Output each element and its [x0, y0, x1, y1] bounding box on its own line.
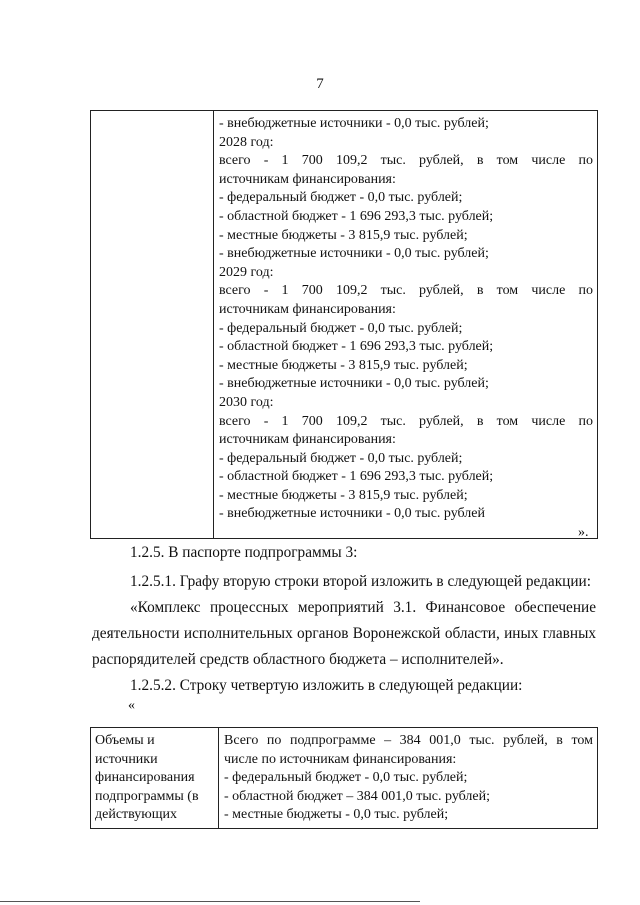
text-line: - федеральный бюджет - 0,0 тыс. рублей; [219, 450, 463, 466]
table-row [91, 111, 598, 539]
financing-table-continued [90, 110, 598, 539]
closing-quote: ». [578, 525, 589, 540]
page-bottom-divider [0, 901, 420, 902]
text-line: - федеральный бюджет - 0,0 тыс. рублей; [224, 770, 468, 786]
text-line: - областной бюджет - 1 696 293,3 тыс. рублей; [219, 339, 494, 355]
text-line: - областной бюджет – 384 001,0 тыс. рублей; [224, 788, 490, 804]
paragraph-quoted-text: «Комплекс процессных мероприятий 3.1. Финансовое обеспечение деятельности исполнительных органов Воронежской области, иных главных распорядителей средств областного бюджета – исполнителей». [92, 599, 596, 668]
text-line: всего - 1 700 109,2 тыс. рублей, в том числе по [219, 153, 593, 169]
text-line: - местные бюджеты - 3 815,9 тыс. рублей; [219, 227, 468, 243]
table-cell-row-title [91, 728, 219, 829]
table-cell-left-empty [91, 111, 214, 539]
text-line: действующих [95, 807, 178, 823]
text-line: Всего по подпрограмме – 384 001,0 тыс. рублей, в том [224, 733, 593, 748]
text-line: источникам финансирования: [219, 301, 396, 317]
text-line: - местные бюджеты - 3 815,9 тыс. рублей; [219, 357, 468, 373]
text-line: - областной бюджет - 1 696 293,3 тыс. рублей; [219, 469, 494, 485]
text-line: всего - 1 700 109,2 тыс. рублей, в том числе по [219, 413, 593, 429]
table-row [91, 728, 598, 829]
subprogram-financing-table [90, 727, 598, 829]
paragraph-1-2-5-2: 1.2.5.2. Строку четвертую изложить в следующей редакции: [130, 677, 523, 694]
year-heading: 2030 год: [219, 394, 274, 410]
paragraph-1-2-5-1: 1.2.5.1. Графу вторую строки второй изложить в следующей редакции: [130, 573, 591, 590]
table-cell-financing-details [219, 728, 598, 829]
text-line: подпрограммы (в [95, 788, 199, 804]
text-line: источники [95, 751, 158, 767]
text-line: - федеральный бюджет - 0,0 тыс. рублей; [219, 190, 463, 206]
year-heading: 2028 год: [219, 134, 274, 150]
page-number: 7 [316, 76, 324, 92]
table-cell-financing-details [214, 111, 598, 539]
paragraph-1-2-5: 1.2.5. В паспорте подпрограммы 3: [130, 544, 358, 561]
opening-quote: « [128, 698, 135, 713]
text-line: - местные бюджеты - 0,0 тыс. рублей; [224, 807, 449, 823]
text-line: - местные бюджеты - 3 815,9 тыс. рублей; [219, 487, 468, 503]
text-line: - внебюджетные источники - 0,0 тыс. рублей [219, 506, 485, 522]
text-line: всего - 1 700 109,2 тыс. рублей, в том числе по [219, 283, 593, 299]
text-line: источникам финансирования: [219, 432, 396, 448]
text-line: - внебюджетные источники - 0,0 тыс. рублей; [219, 116, 489, 131]
year-heading: 2029 год: [219, 264, 274, 280]
text-line: финансирования [95, 770, 195, 786]
text-line: числе по источникам финансирования: [224, 751, 457, 767]
text-line: - внебюджетные источники - 0,0 тыс. рублей; [219, 376, 489, 392]
text-line: - федеральный бюджет - 0,0 тыс. рублей; [219, 320, 463, 336]
text-line: Объемы и [95, 733, 155, 748]
text-line: источникам финансирования: [219, 171, 396, 187]
text-line: - областной бюджет - 1 696 293,3 тыс. рублей; [219, 208, 494, 224]
text-line: - внебюджетные источники - 0,0 тыс. рублей; [219, 246, 489, 262]
